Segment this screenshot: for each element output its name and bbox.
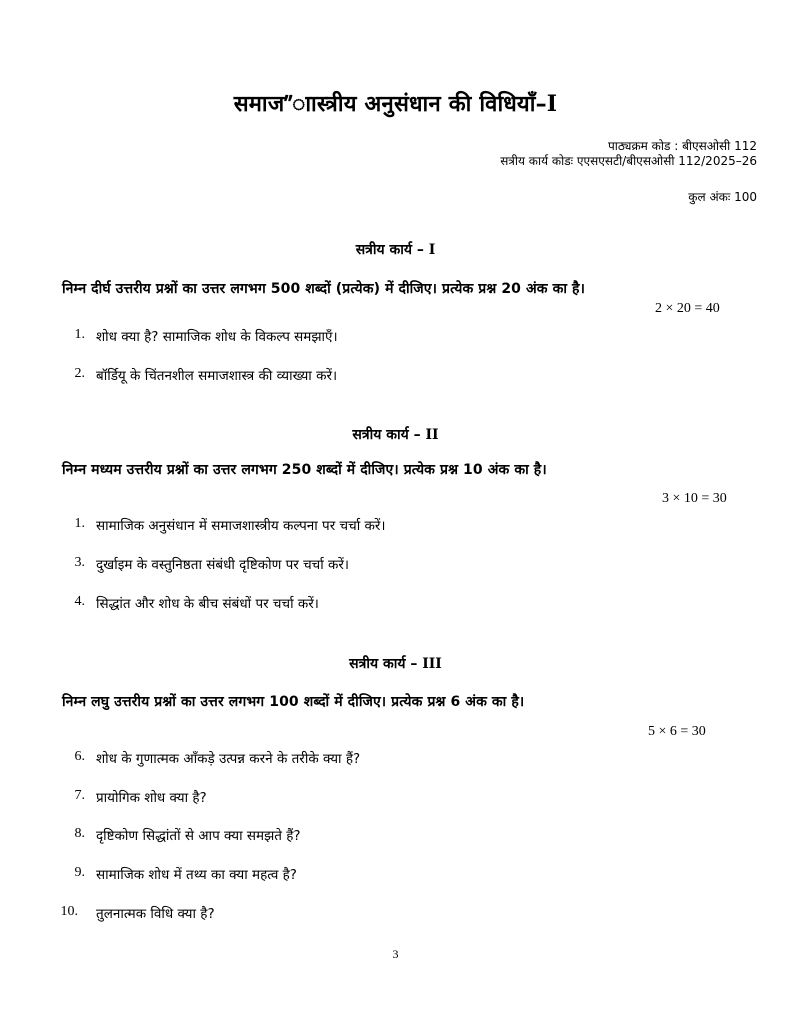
question-number: 10. [60,904,78,919]
question-number: 8. [74,826,85,841]
question-text: प्रायोगिक शोध क्या है? [96,790,207,806]
question-text: सामाजिक अनुसंधान में समाजशास्त्रीय कल्पना पर चर्चा करें। [96,518,386,534]
question-number: 1. [74,516,85,531]
question-text: शोध के गुणात्मक आँकड़े उत्पन्न करने के तरीके क्या हैं? [96,751,361,767]
total-marks: कुल अंकः 100 [688,190,757,204]
section-numeral: III [422,656,442,672]
section-heading-1 [0,240,791,259]
assignment-code: सत्रीय कार्य कोडः एएसएसटी/बीएसओसी 112/2025–26 [500,154,757,168]
marks-formula-2: 3 × 10 = 30 [662,491,727,506]
page-number: 3 [392,947,399,961]
section-heading-3 [0,654,791,673]
question-number: 4. [74,594,85,609]
question-number: 1. [74,327,85,342]
question-number: 2. [74,366,85,381]
question-text: दुर्खाइम के वस्तुनिष्ठता संबंधी दृष्टिकोण पर चर्चा करें। [96,557,350,573]
section-heading-2 [0,425,791,444]
section-instruction-3: निम्न लघु उत्तरीय प्रश्नों का उत्तर लगभग 100 शब्दों में दीजिए। प्रत्येक प्रश्न 6 अंक का है। [62,694,525,710]
question-text: दृष्टिकोण सिद्धांतों से आप क्या समझते हैं? [96,828,301,844]
section-heading-text: सत्रीय कार्य – [349,656,418,672]
question-text: तुलनात्मक विधि क्या है? [96,906,215,922]
page-title-suffix: I [546,91,558,117]
question-text: शोध क्या है? सामाजिक शोध के विकल्प समझाएँ। [96,329,338,345]
question-number: 3. [74,555,85,570]
section-instruction-1: निम्न दीर्घ उत्तरीय प्रश्नों का उत्तर लगभग 500 शब्दों (प्रत्येक) में दीजिए। प्रत्येक प्रश्न 20 अंक का है। [62,281,585,297]
marks-formula-3: 5 × 6 = 30 [648,724,706,739]
page-title [0,88,791,118]
section-heading-text: सत्रीय कार्य – [352,427,421,443]
section-numeral: I [428,242,436,258]
section-instruction-2: निम्न मध्यम उत्तरीय प्रश्नों का उत्तर लगभग 250 शब्दों में दीजिए। प्रत्येक प्रश्न 10 अंक का है। [62,462,547,478]
question-text: सिद्धांत और शोध के बीच संबंधों पर चर्चा करें। [96,596,319,612]
page-title-text: समाज”ाास्त्रीय अनुसंधान की विधियाँ– [233,92,547,117]
question-text: बॉर्डियू के चिंतनशील समाजशास्त्र की व्याख्या करें। [96,368,338,384]
section-numeral: II [425,427,439,443]
marks-formula-1: 2 × 20 = 40 [655,301,720,316]
question-text: सामाजिक शोध में तथ्य का क्या महत्व है? [96,867,297,883]
question-number: 6. [74,749,85,764]
question-number: 9. [74,865,85,880]
question-number: 7. [74,788,85,803]
section-heading-text: सत्रीय कार्य – [355,242,424,258]
course-code: पाठ्यक्रम कोड : बीएसओसी 112 [607,139,757,153]
